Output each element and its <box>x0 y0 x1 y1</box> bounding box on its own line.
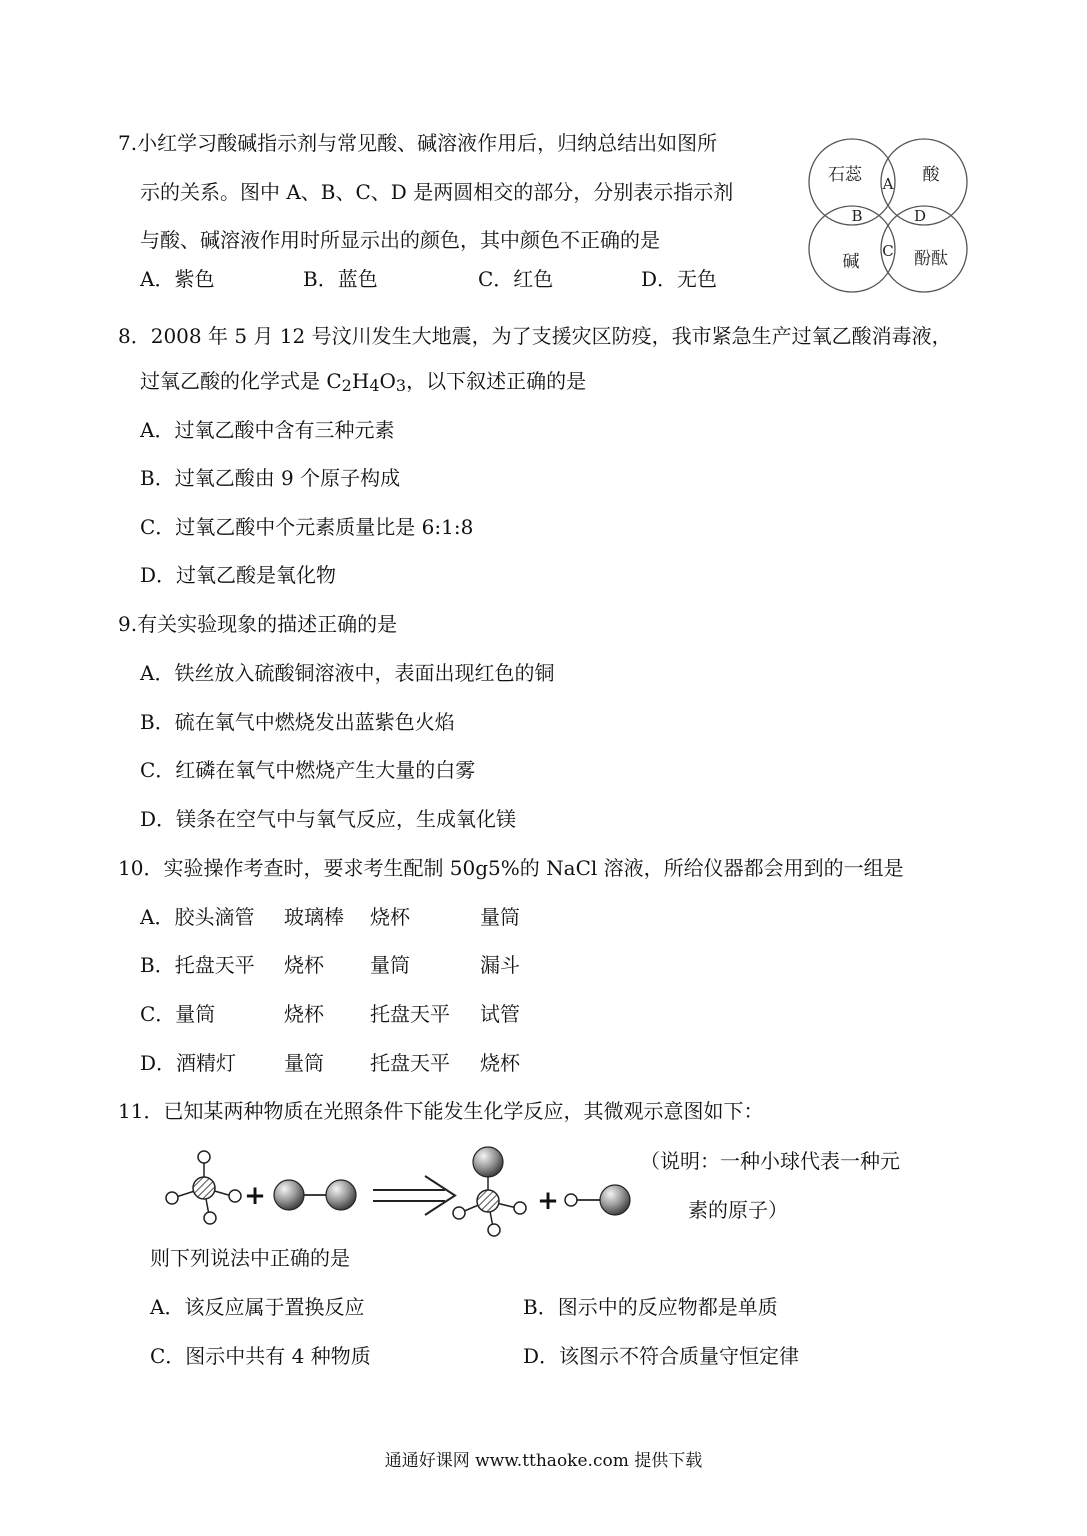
q10-option-c-item-1: C．量筒 <box>140 1002 216 1026</box>
q8-option-c: C．过氧乙酸中个元素质量比是 6:1:8 <box>140 515 474 539</box>
q10-option-a-item-4: 量筒 <box>480 905 520 929</box>
q10-option-b-item-1: B．托盘天平 <box>140 953 255 977</box>
q7-venn-diagram <box>805 132 975 298</box>
q8-line-2-prefix: 过氧乙酸的化学式是 C <box>140 369 342 393</box>
q7-line-1: 7.小红学习酸碱指示剂与常见酸、碱溶液作用后，归纳总结出如图所 <box>118 131 718 155</box>
q8-option-d: D．过氧乙酸是氧化物 <box>140 563 337 587</box>
q10-option-b-item-4: 漏斗 <box>480 953 520 977</box>
product-molecule-2 <box>565 1185 630 1215</box>
q9-option-a: A．铁丝放入硫酸铜溶液中，表面出现红色的铜 <box>140 661 555 685</box>
q7-option-c: C．红色 <box>478 267 554 291</box>
q7-line-2: 示的关系。图中 A、B、C、D 是两圆相交的部分，分别表示指示剂 <box>140 180 734 204</box>
product-molecule-1 <box>453 1147 526 1236</box>
venn-region-d: D <box>913 207 927 225</box>
reaction-arrow-icon <box>373 1176 455 1215</box>
q8-formula-h: H <box>351 369 370 393</box>
q11-plus-2: + <box>537 1186 559 1216</box>
q10-stem: 10．实验操作考查时，要求考生配制 50g5%的 NaCl 溶液，所给仪器都会用到的一组是 <box>118 856 904 880</box>
q7-line-3: 与酸、碱溶液作用时所显示出的颜色，其中颜色不正确的是 <box>140 228 660 252</box>
q11-sub-stem: 则下列说法中正确的是 <box>150 1246 350 1270</box>
q8-line-2-suffix: ，以下叙述正确的是 <box>406 369 587 393</box>
q7-option-d: D．无色 <box>641 267 718 291</box>
q9-option-c: C．红磷在氧气中燃烧产生大量的白雾 <box>140 758 476 782</box>
q10-option-a-item-3: 烧杯 <box>370 905 410 929</box>
q9-option-d: D．镁条在空气中与氧气反应，生成氧化镁 <box>140 807 517 831</box>
q8-formula-sub-2: 4 <box>369 376 380 395</box>
venn-region-c: C <box>882 242 894 260</box>
reactant-molecule-1 <box>166 1151 241 1224</box>
reactant-molecule-2 <box>274 1180 356 1210</box>
q10-option-d-item-1: D．酒精灯 <box>140 1051 237 1075</box>
venn-label-litmus: 石蕊 <box>828 165 862 185</box>
q11-reaction-diagram <box>155 1140 645 1240</box>
venn-label-acid: 酸 <box>922 165 940 185</box>
venn-label-phenolphthalein: 酚酞 <box>914 249 948 269</box>
q10-option-a-item-1: A．胶头滴管 <box>140 905 255 929</box>
q7-option-b: B．蓝色 <box>303 267 378 291</box>
q11-option-b: B．图示中的反应物都是单质 <box>523 1295 778 1319</box>
q10-option-b-item-3: 量筒 <box>370 953 410 977</box>
q10-option-d-item-2: 量筒 <box>284 1051 324 1075</box>
q10-option-c-item-3: 托盘天平 <box>370 1002 450 1026</box>
q8-line-2 <box>140 369 586 398</box>
venn-region-a: A <box>882 175 894 193</box>
q11-plus-1: + <box>244 1181 266 1211</box>
q11-note-line-2: 素的原子） <box>688 1198 788 1222</box>
q10-option-b-item-2: 烧杯 <box>284 953 324 977</box>
q8-line-1: 8．2008 年 5 月 12 号汶川发生大地震，为了支援灾区防疫，我市紧急生产过氧乙酸消毒液， <box>118 324 952 348</box>
q10-option-c-item-4: 试管 <box>480 1002 520 1026</box>
q8-option-b: B．过氧乙酸由 9 个原子构成 <box>140 466 401 490</box>
q8-formula-sub-3: 3 <box>395 376 407 395</box>
venn-region-b: B <box>851 207 863 225</box>
q11-option-c: C．图示中共有 4 种物质 <box>150 1344 371 1368</box>
q11-option-a: A．该反应属于置换反应 <box>150 1295 365 1319</box>
q11-note-line-1: （说明：一种小球代表一种元 <box>640 1149 900 1173</box>
q11-option-d: D．该图示不符合质量守恒定律 <box>523 1344 800 1368</box>
q9-stem: 9.有关实验现象的描述正确的是 <box>118 612 398 636</box>
q9-option-b: B．硫在氧气中燃烧发出蓝紫色火焰 <box>140 710 455 734</box>
q10-option-c-item-2: 烧杯 <box>284 1002 324 1026</box>
q10-option-d-item-3: 托盘天平 <box>370 1051 450 1075</box>
q10-option-a-item-2: 玻璃棒 <box>284 905 344 929</box>
q11-stem: 11．已知某两种物质在光照条件下能发生化学反应，其微观示意图如下： <box>118 1099 764 1123</box>
q8-option-a: A．过氧乙酸中含有三种元素 <box>140 418 395 442</box>
venn-label-base: 碱 <box>842 252 860 272</box>
q8-formula-sub-1: 2 <box>341 376 352 395</box>
q8-formula-o: O <box>379 369 396 393</box>
q10-option-d-item-4: 烧杯 <box>480 1051 520 1075</box>
footer-source: 通通好课网 www.tthaoke.com 提供下载 <box>384 1451 703 1471</box>
q7-option-a: A．紫色 <box>140 267 215 291</box>
